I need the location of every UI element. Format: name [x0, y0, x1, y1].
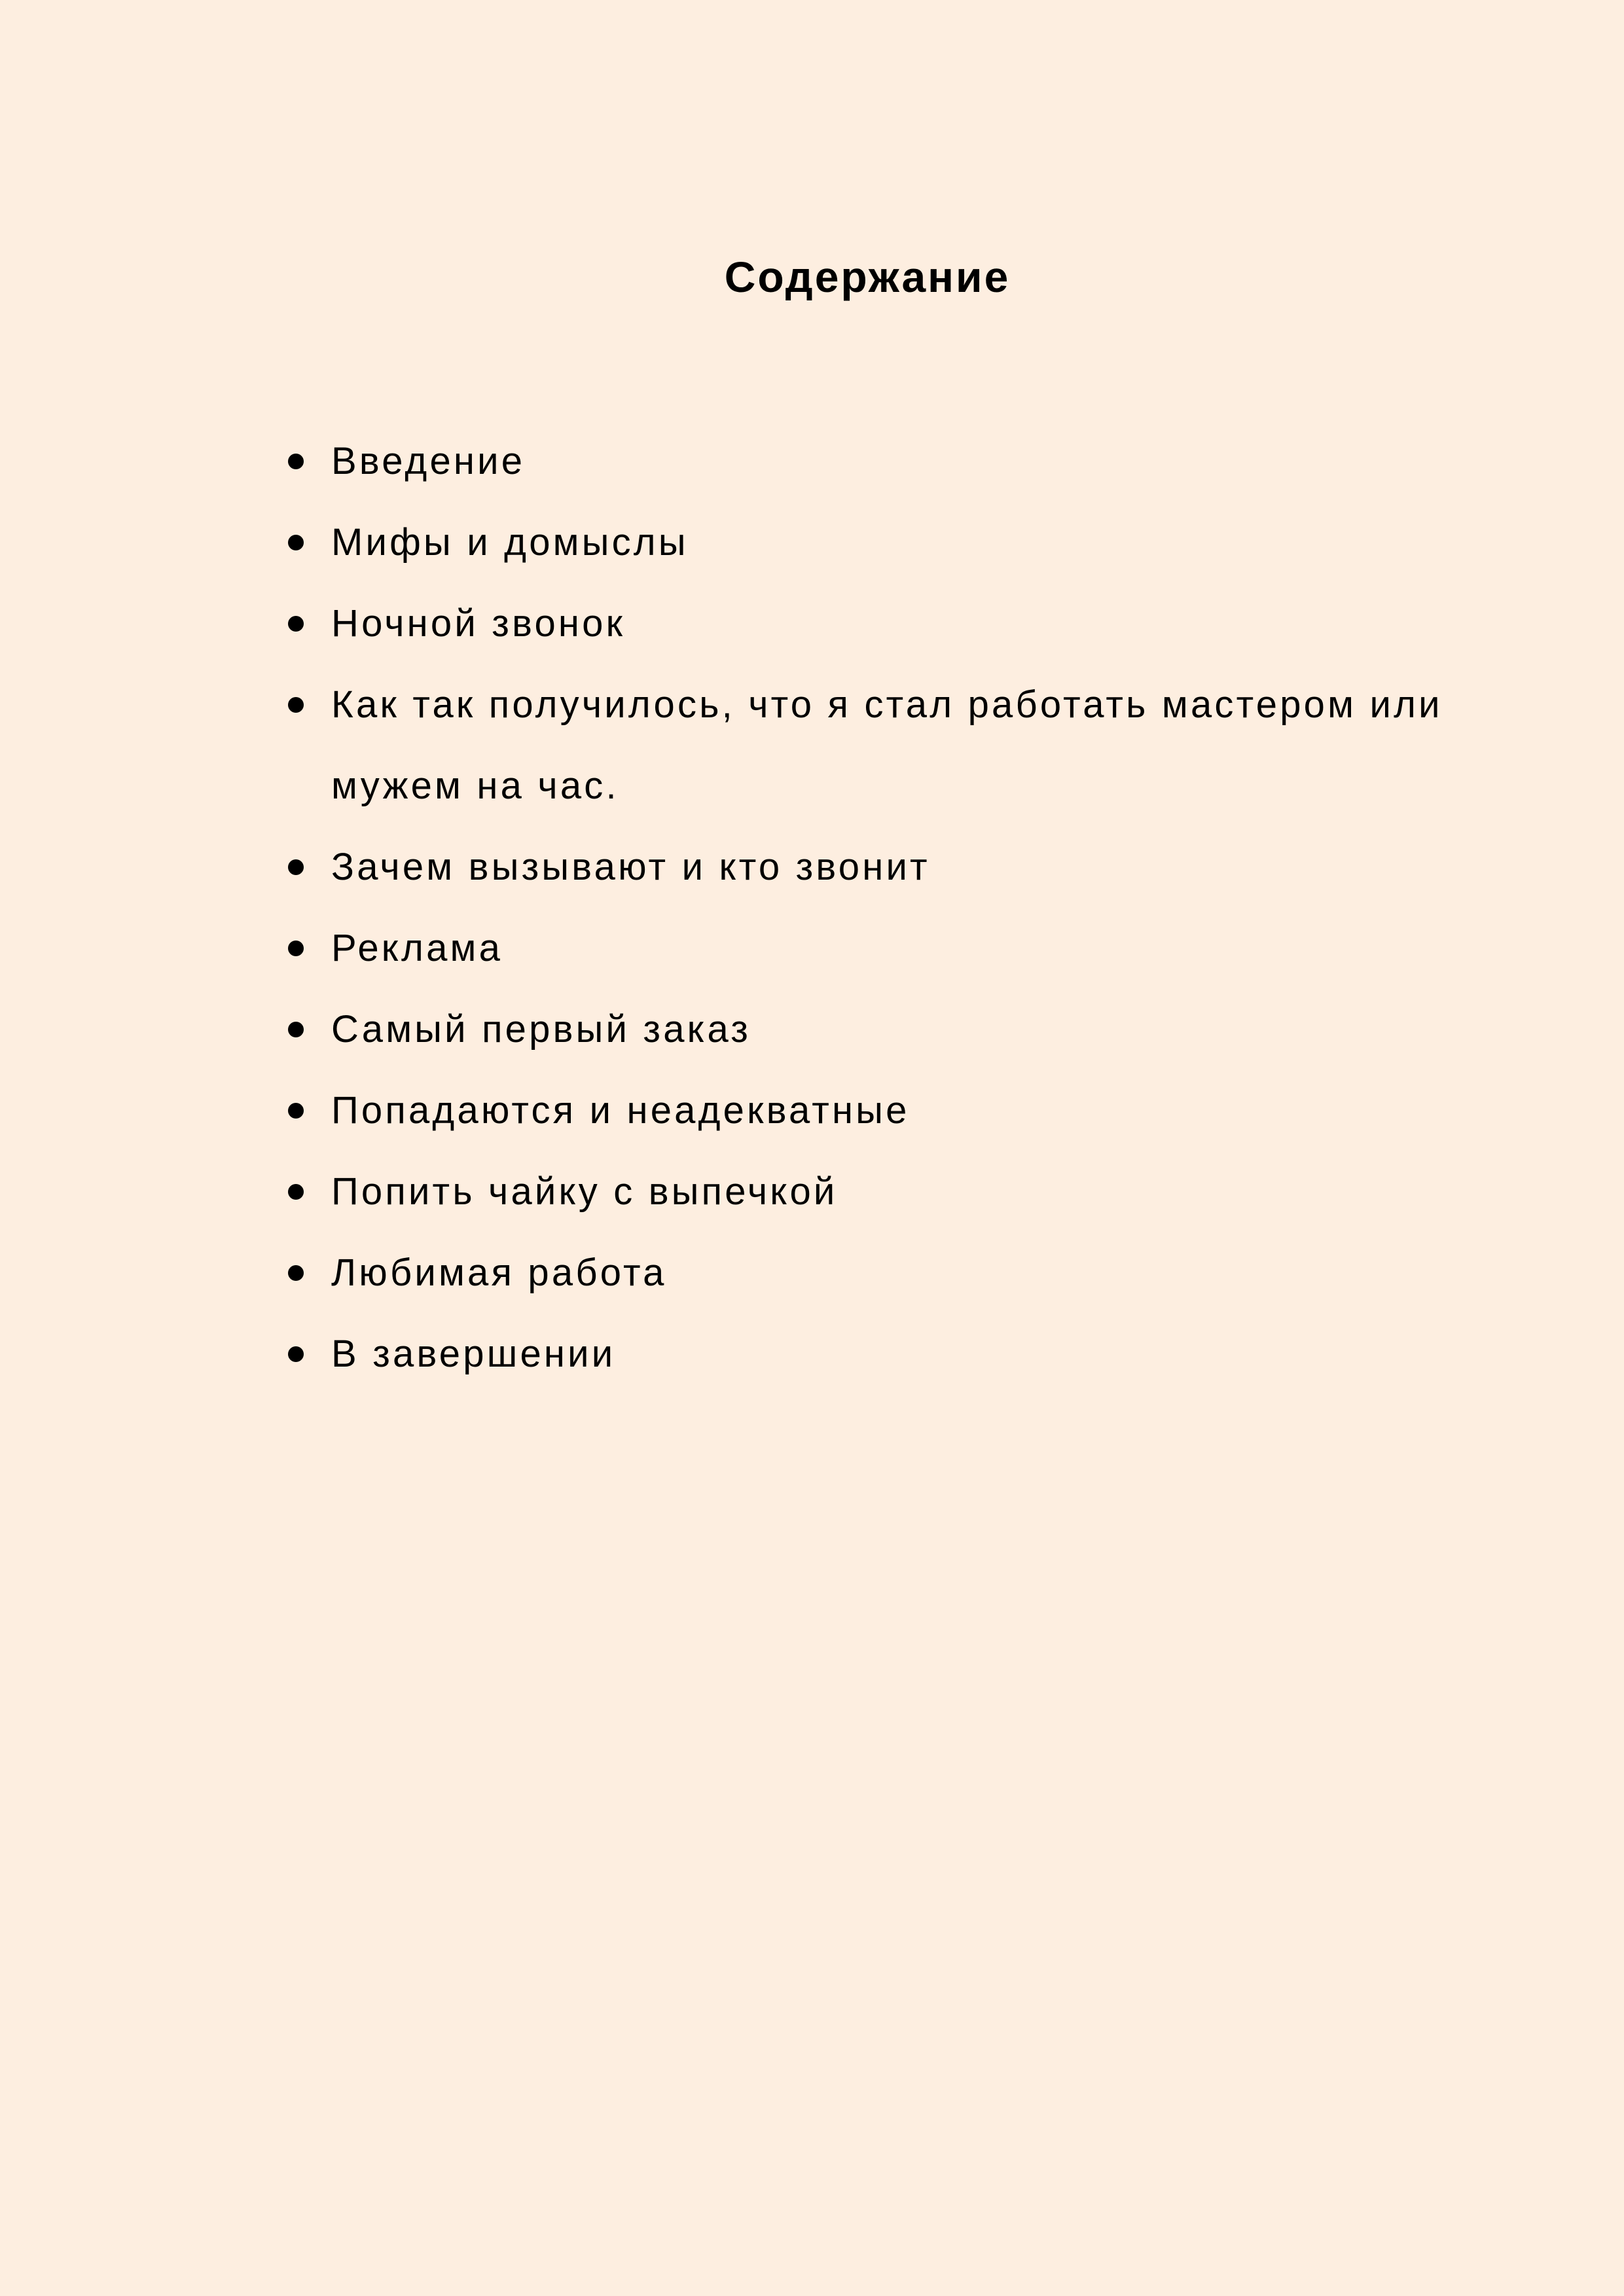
list-item-label: Как так получилось, что я стал работать мастером или мужем на час.: [331, 683, 1443, 807]
list-item-label: Любимая работа: [331, 1251, 667, 1294]
list-item-label: В завершении: [331, 1333, 616, 1375]
list-item-label: Попадаются и неадекватные: [331, 1089, 910, 1132]
list-item: [275, 664, 1532, 827]
bullet-icon: [288, 859, 304, 875]
bullet-icon: [288, 1184, 304, 1200]
list-item-label: Реклама: [331, 927, 503, 969]
list-item: [275, 1232, 1532, 1314]
list-item: [275, 1070, 1532, 1151]
list-item: [275, 421, 1532, 502]
bullet-icon: [288, 535, 304, 550]
list-item-label: Самый первый заказ: [331, 1008, 751, 1050]
list-item-label: Зачем вызывают и кто звонит: [331, 846, 930, 888]
list-item-label: Ночной звонок: [331, 602, 626, 645]
bullet-icon: [288, 1103, 304, 1119]
bullet-icon: [288, 616, 304, 632]
bullet-icon: [288, 454, 304, 469]
list-item-label: Мифы и домыслы: [331, 521, 689, 564]
list-item: [275, 502, 1532, 583]
list-item: [275, 908, 1532, 989]
bullet-icon: [288, 1265, 304, 1281]
bullet-icon: [288, 1022, 304, 1037]
list-item-label: Попить чайку с выпечкой: [331, 1170, 838, 1213]
list-item: [275, 827, 1532, 908]
page-title: Содержание: [724, 253, 1011, 301]
bullet-icon: [288, 1346, 304, 1362]
bullet-icon: [288, 697, 304, 713]
list-item: [275, 583, 1532, 664]
list-item: [275, 989, 1532, 1070]
list-item: [275, 1151, 1532, 1232]
list-item-label: Введение: [331, 440, 526, 482]
table-of-contents: [275, 421, 1532, 1395]
list-item: [275, 1314, 1532, 1395]
bullet-icon: [288, 941, 304, 956]
